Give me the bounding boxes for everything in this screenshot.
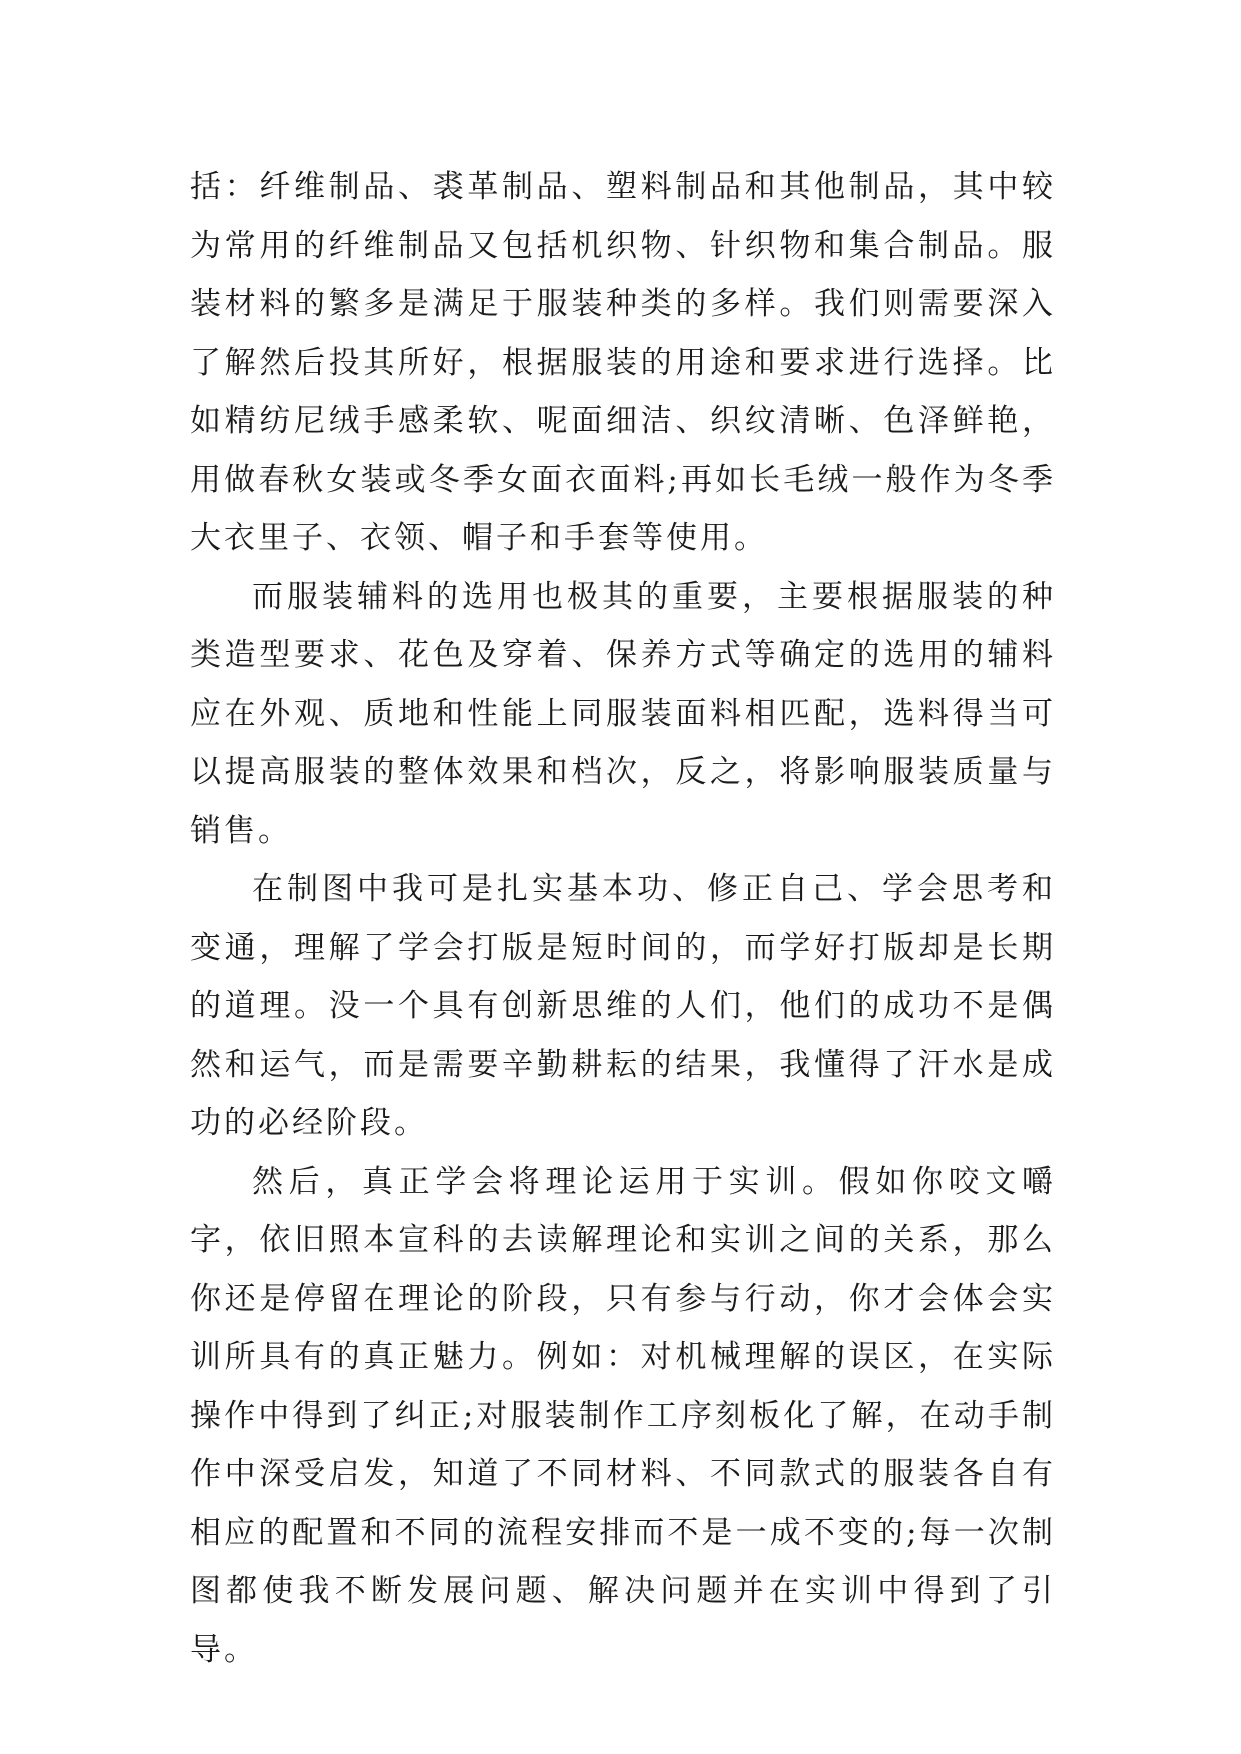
paragraph-3: 在制图中我可是扎实基本功、修正自己、学会思考和变通，理解了学会打版是短时间的，而学好打版却是长期的道理。没一个具有创新思维的人们，他们的成功不是偶然和运气，而是需要辛勤耕耘的结果，我懂得了汗水是成功的必经阶段。 <box>190 871 1056 1141</box>
paragraph-1: 括：纤维制品、裘革制品、塑料制品和其他制品，其中较为常用的纤维制品又包括机织物、针织物和集合制品。服装材料的繁多是满足于服装种类的多样。我们则需要深入了解然后投其所好，根据服装的用途和要求进行选择。比如精纺尼绒手感柔软、呢面细洁、织纹清晰、色泽鲜艳，用做春秋女装或冬季女面衣面料;再如长毛绒一般作为冬季大衣里子、衣领、帽子和手套等使用。 <box>190 169 1056 556</box>
paragraph-2: 而服装辅料的选用也极其的重要，主要根据服装的种类造型要求、花色及穿着、保养方式等确定的选用的辅料应在外观、质地和性能上同服装面料相匹配，选料得当可以提高服装的整体效果和档次，反之，将影响服装质量与销售。 <box>190 578 1056 849</box>
paragraph-4: 然后，真正学会将理论运用于实训。假如你咬文嚼字，依旧照本宣科的去读解理论和实训之间的关系，那么你还是停留在理论的阶段，只有参与行动，你才会体会实训所具有的真正魅力。例如：对机械理解的误区，在实际操作中得到了纠正;对服装制作工序刻板化了解，在动手制作中深受启发，知道了不同材料、不同款式的服装各自有相应的配置和不同的流程安排而不是一成不变的;每一次制图都使我不断发展问题、解决问题并在实训中得到了引导。 <box>190 1163 1056 1668</box>
document-body <box>190 158 1056 1679</box>
